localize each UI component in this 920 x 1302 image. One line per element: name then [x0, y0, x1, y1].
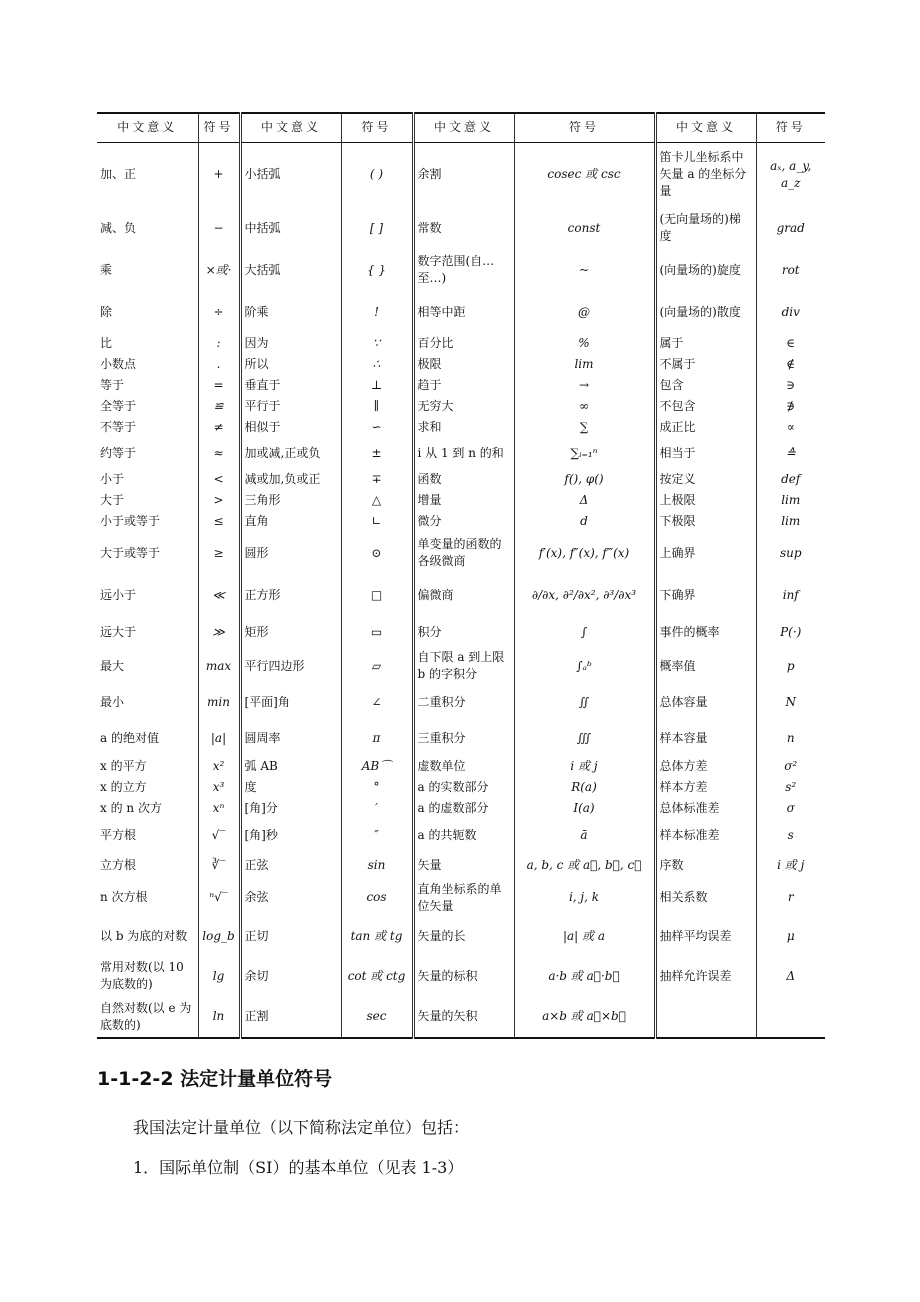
meaning-cell: 圆周率 — [240, 720, 341, 756]
symbol-cell: ∫ₐᵇ — [514, 648, 655, 684]
symbol-cell: % — [514, 333, 655, 354]
symbol-cell: ∽ — [341, 417, 413, 438]
symbol-cell: { } — [341, 249, 413, 291]
meaning-cell: 全等于 — [97, 396, 198, 417]
meaning-cell: 余割 — [413, 142, 514, 207]
meaning-cell: 三重积分 — [413, 720, 514, 756]
meaning-cell: 单变量的函数的各级微商 — [413, 532, 514, 574]
symbol-cell: ∓ — [341, 469, 413, 490]
symbol-cell: < — [198, 469, 240, 490]
table-body — [97, 142, 825, 1038]
table-row — [97, 851, 825, 879]
meaning-cell: 减、负 — [97, 207, 198, 249]
symbol-cell: lim — [781, 493, 801, 507]
table-row — [97, 396, 825, 417]
table-row — [97, 417, 825, 438]
meaning-cell: 弧 AB — [240, 756, 341, 777]
column-header-symbol: 符号 — [198, 113, 240, 142]
meaning-cell: 最大 — [97, 648, 198, 684]
meaning-cell: 积分 — [413, 616, 514, 648]
symbol-cell: i, j, k — [514, 879, 655, 916]
meaning-cell — [655, 996, 756, 1038]
meaning-cell: 概率值 — [655, 648, 756, 684]
meaning-cell: 事件的概率 — [655, 616, 756, 648]
meaning-cell: n 次方根 — [97, 879, 198, 916]
meaning-cell: a 的共轭数 — [413, 819, 514, 851]
symbol-cell: sup — [779, 545, 802, 560]
table-row — [97, 333, 825, 354]
symbol-cell: |a| 或 a — [514, 916, 655, 956]
symbol-cell: grad — [776, 220, 805, 235]
meaning-cell: 极限 — [413, 354, 514, 375]
symbol-cell: d — [514, 511, 655, 532]
symbol-cell: s² — [785, 780, 797, 794]
symbol-cell: ≙ — [785, 446, 796, 460]
symbol-cell: △ — [341, 490, 413, 511]
meaning-cell: 矩形 — [240, 616, 341, 648]
symbol-cell: lim — [514, 354, 655, 375]
symbol-cell: ∉ — [786, 357, 796, 371]
symbol-cell: lim — [781, 514, 801, 528]
meaning-cell: i 从 1 到 n 的和 — [413, 438, 514, 469]
meaning-cell: 平行于 — [240, 396, 341, 417]
meaning-cell: x 的 n 次方 — [97, 798, 198, 819]
symbol-cell: log_b — [198, 916, 240, 956]
symbol-cell: ×或· — [198, 249, 240, 291]
symbol-cell: ∌ — [786, 399, 796, 413]
symbol-cell: x³ — [198, 777, 240, 798]
symbol-cell: Δ — [786, 968, 796, 983]
column-header-meaning: 中文意义 — [97, 113, 198, 142]
symbol-cell: ( ) — [341, 142, 413, 207]
table-row — [97, 798, 825, 819]
table-row — [97, 532, 825, 574]
meaning-cell: 样本方差 — [655, 777, 756, 798]
symbol-cell: cot 或 ctg — [341, 956, 413, 996]
table-row — [97, 375, 825, 396]
meaning-cell: 减或加,负或正 — [240, 469, 341, 490]
symbol-cell: ! — [341, 291, 413, 333]
meaning-cell: 正弦 — [240, 851, 341, 879]
table-row — [97, 956, 825, 996]
meaning-cell: 乘 — [97, 249, 198, 291]
meaning-cell: 笛卡儿坐标系中矢量 a 的坐标分量 — [655, 142, 756, 207]
meaning-cell: 小括弧 — [240, 142, 341, 207]
meaning-cell: 相关系数 — [655, 879, 756, 916]
symbol-cell: . — [198, 354, 240, 375]
symbol-cell: min — [198, 684, 240, 720]
column-header-meaning: 中文意义 — [655, 113, 756, 142]
table-row — [97, 916, 825, 956]
meaning-cell: (向量场的)散度 — [655, 291, 756, 333]
table-row — [97, 438, 825, 469]
meaning-cell: x 的平方 — [97, 756, 198, 777]
meaning-cell: 总体标准差 — [655, 798, 756, 819]
table-row — [97, 249, 825, 291]
meaning-cell: 常数 — [413, 207, 514, 249]
symbol-cell: ā — [514, 819, 655, 851]
symbol-cell: ∞ — [514, 396, 655, 417]
meaning-cell: 三角形 — [240, 490, 341, 511]
meaning-cell: 直角坐标系的单位矢量 — [413, 879, 514, 916]
section-heading: 1-1-2-2 法定计量单位符号 — [97, 1068, 333, 1090]
symbol-cell: √‾ — [198, 819, 240, 851]
meaning-cell: 下极限 — [655, 511, 756, 532]
meaning-cell: (无向量场的)梯度 — [655, 207, 756, 249]
meaning-cell: 以 b 为底的对数 — [97, 916, 198, 956]
meaning-cell: 抽样允许误差 — [655, 956, 756, 996]
meaning-cell: 样本容量 — [655, 720, 756, 756]
meaning-cell: 大于 — [97, 490, 198, 511]
symbol-cell: ′ — [341, 798, 413, 819]
table-row — [97, 684, 825, 720]
column-header-symbol: 符号 — [514, 113, 655, 142]
symbol-cell: ▱ — [341, 648, 413, 684]
meaning-cell: 样本标准差 — [655, 819, 756, 851]
symbol-cell: ∑ — [514, 417, 655, 438]
meaning-cell: a 的实数部分 — [413, 777, 514, 798]
meaning-cell: 不属于 — [655, 354, 756, 375]
meaning-cell: 加或减,正或负 — [240, 438, 341, 469]
meaning-cell: 常用对数(以 10 为底数的) — [97, 956, 198, 996]
meaning-cell: 不等于 — [97, 417, 198, 438]
meaning-cell: 中括弧 — [240, 207, 341, 249]
intro-paragraph: 我国法定计量单位（以下简称法定单位）包括： — [133, 1118, 470, 1137]
symbol-cell: σ — [786, 801, 795, 815]
symbol-cell: ∟ — [341, 511, 413, 532]
symbol-cell: def — [781, 472, 801, 486]
symbol-cell: P(·) — [780, 624, 802, 639]
symbol-cell: ⊥ — [341, 375, 413, 396]
meaning-cell: 矢量 — [413, 851, 514, 879]
meaning-cell: 函数 — [413, 469, 514, 490]
symbol-cell: @ — [514, 291, 655, 333]
table-row — [97, 574, 825, 616]
meaning-cell: 比 — [97, 333, 198, 354]
table-row — [97, 720, 825, 756]
symbol-cell: x² — [198, 756, 240, 777]
table-row — [97, 777, 825, 798]
symbol-cell: p — [786, 658, 795, 673]
meaning-cell: 小于或等于 — [97, 511, 198, 532]
symbol-cell: ≪ — [198, 574, 240, 616]
symbol-cell: aₓ, a_y, a_z — [770, 158, 812, 190]
meaning-cell: 下确界 — [655, 574, 756, 616]
symbol-cell: [ ] — [341, 207, 413, 249]
meaning-cell: [角]分 — [240, 798, 341, 819]
symbol-cell: I(a) — [514, 798, 655, 819]
meaning-cell: 自然对数(以 e 为底数的) — [97, 996, 198, 1038]
symbol-cell: + — [198, 142, 240, 207]
column-header-meaning: 中文意义 — [413, 113, 514, 142]
symbol-cell: r — [787, 890, 794, 904]
symbol-cell: ∑ᵢ₌₁ⁿ — [514, 438, 655, 469]
symbol-cell: f′(x), f″(x), f‴(x) — [514, 532, 655, 574]
meaning-cell: 所以 — [240, 354, 341, 375]
symbol-cell: ° — [341, 777, 413, 798]
symbol-cell: const — [514, 207, 655, 249]
list-item-si-base-units: 1．国际单位制（SI）的基本单位（见表 1-3） — [133, 1158, 464, 1177]
meaning-cell: 平方根 — [97, 819, 198, 851]
column-header-symbol: 符号 — [775, 120, 806, 135]
symbol-cell: ∠ — [341, 684, 413, 720]
symbol-cell: ⁿ√‾ — [198, 879, 240, 916]
symbol-cell: ∋ — [786, 378, 796, 392]
meaning-cell: 属于 — [655, 333, 756, 354]
meaning-cell: 大于或等于 — [97, 532, 198, 574]
symbol-cell: n — [786, 730, 795, 745]
table-row — [97, 879, 825, 916]
table-row — [97, 756, 825, 777]
meaning-cell: 相似于 — [240, 417, 341, 438]
table-row — [97, 648, 825, 684]
table-row — [97, 354, 825, 375]
symbol-cell: i 或 j — [777, 857, 805, 872]
symbol-cell: ÷ — [198, 291, 240, 333]
meaning-cell: 垂直于 — [240, 375, 341, 396]
symbol-cell: div — [781, 304, 800, 319]
symbol-cell: lg — [198, 956, 240, 996]
meaning-cell: 正割 — [240, 996, 341, 1038]
meaning-cell: 趋于 — [413, 375, 514, 396]
table-row — [97, 616, 825, 648]
symbol-cell: ≌ — [198, 396, 240, 417]
symbol-cell: ≤ — [198, 511, 240, 532]
meaning-cell: 矢量的标积 — [413, 956, 514, 996]
table-row — [97, 469, 825, 490]
meaning-cell: 加、正 — [97, 142, 198, 207]
table-row — [97, 996, 825, 1038]
symbol-cell: ∥ — [341, 396, 413, 417]
symbol-cell: ⊙ — [341, 532, 413, 574]
symbol-cell: a·b 或 a⃗·b⃗ — [514, 956, 655, 996]
meaning-cell: a 的虚数部分 — [413, 798, 514, 819]
meaning-cell: 小数点 — [97, 354, 198, 375]
meaning-cell: (向量场的)旋度 — [655, 249, 756, 291]
symbol-cell: ∵ — [341, 333, 413, 354]
meaning-cell: 远小于 — [97, 574, 198, 616]
meaning-cell: 度 — [240, 777, 341, 798]
symbol-cell: cosec 或 csc — [514, 142, 655, 207]
meaning-cell: 成正比 — [655, 417, 756, 438]
symbol-cell: ∭ — [514, 720, 655, 756]
meaning-cell: 约等于 — [97, 438, 198, 469]
meaning-cell: [角]秒 — [240, 819, 341, 851]
symbol-cell: |a| — [198, 720, 240, 756]
symbol-cell: xⁿ — [198, 798, 240, 819]
meaning-cell: 求和 — [413, 417, 514, 438]
meaning-cell: 不包含 — [655, 396, 756, 417]
symbol-cell: ″ — [341, 819, 413, 851]
table-header-row — [97, 113, 825, 142]
symbol-cell: ∫ — [514, 616, 655, 648]
symbol-cell: ▭ — [341, 616, 413, 648]
symbol-cell: ~ — [514, 249, 655, 291]
meaning-cell: 增量 — [413, 490, 514, 511]
meaning-cell: 上确界 — [655, 532, 756, 574]
symbol-cell: □ — [341, 574, 413, 616]
symbol-cell — [756, 996, 825, 1038]
meaning-cell: 相等中距 — [413, 291, 514, 333]
meaning-cell: 总体容量 — [655, 684, 756, 720]
symbol-cell: AB⌒ — [341, 756, 413, 777]
symbol-cell: ≈ — [198, 438, 240, 469]
meaning-cell: 小于 — [97, 469, 198, 490]
table-row — [97, 207, 825, 249]
meaning-cell: 余切 — [240, 956, 341, 996]
meaning-cell: 正切 — [240, 916, 341, 956]
meaning-cell: 自下限 a 到上限 b 的字积分 — [413, 648, 514, 684]
meaning-cell: 直角 — [240, 511, 341, 532]
meaning-cell: 微分 — [413, 511, 514, 532]
symbol-cell: → — [514, 375, 655, 396]
symbol-cell: sin — [341, 851, 413, 879]
symbol-cell: cos — [341, 879, 413, 916]
meaning-cell: 偏微商 — [413, 574, 514, 616]
symbol-cell: ∬ — [514, 684, 655, 720]
symbol-cell: ∈ — [786, 336, 796, 350]
symbol-cell: ∛‾ — [198, 851, 240, 879]
meaning-cell: a 的绝对值 — [97, 720, 198, 756]
meaning-cell: 上极限 — [655, 490, 756, 511]
symbol-cell: ∴ — [341, 354, 413, 375]
symbol-cell: π — [341, 720, 413, 756]
meaning-cell: x 的立方 — [97, 777, 198, 798]
table-row — [97, 511, 825, 532]
symbol-cell: ≫ — [198, 616, 240, 648]
symbol-cell: s — [787, 827, 794, 842]
symbol-cell: R(a) — [514, 777, 655, 798]
meaning-cell: 因为 — [240, 333, 341, 354]
meaning-cell: 阶乘 — [240, 291, 341, 333]
meaning-cell: 数字范围(自…至…) — [413, 249, 514, 291]
meaning-cell: 矢量的矢积 — [413, 996, 514, 1038]
meaning-cell: 序数 — [655, 851, 756, 879]
symbol-cell: sec — [341, 996, 413, 1038]
symbol-cell: rot — [781, 262, 800, 277]
table-row — [97, 490, 825, 511]
symbol-cell: a×b 或 a⃗×b⃗ — [514, 996, 655, 1038]
column-header-symbol: 符号 — [341, 113, 413, 142]
symbol-cell: f(), φ() — [514, 469, 655, 490]
symbol-cell: max — [198, 648, 240, 684]
meaning-cell: 虚数单位 — [413, 756, 514, 777]
meaning-cell: 最小 — [97, 684, 198, 720]
symbol-cell: > — [198, 490, 240, 511]
meaning-cell: [平面]角 — [240, 684, 341, 720]
column-header-meaning: 中文意义 — [240, 113, 341, 142]
meaning-cell: 按定义 — [655, 469, 756, 490]
meaning-cell: 除 — [97, 291, 198, 333]
symbol-cell: ∂/∂x, ∂²/∂x², ∂³/∂x³ — [514, 574, 655, 616]
symbol-cell: ≥ — [198, 532, 240, 574]
symbol-cell: N — [785, 694, 796, 709]
symbol-cell: = — [198, 375, 240, 396]
symbol-cell: tan 或 tg — [341, 916, 413, 956]
meaning-cell: 相当于 — [655, 438, 756, 469]
symbol-cell: i 或 j — [514, 756, 655, 777]
symbol-cell: : — [198, 333, 240, 354]
meaning-cell: 矢量的长 — [413, 916, 514, 956]
meaning-cell: 圆形 — [240, 532, 341, 574]
meaning-cell: 二重积分 — [413, 684, 514, 720]
symbol-cell: μ — [786, 928, 795, 943]
table-row — [97, 291, 825, 333]
meaning-cell: 正方形 — [240, 574, 341, 616]
symbol-cell: inf — [782, 587, 799, 602]
meaning-cell: 等于 — [97, 375, 198, 396]
meaning-cell: 立方根 — [97, 851, 198, 879]
table-row — [97, 142, 825, 207]
symbol-cell: ∝ — [786, 420, 795, 434]
table-row — [97, 819, 825, 851]
meaning-cell: 余弦 — [240, 879, 341, 916]
meaning-cell: 百分比 — [413, 333, 514, 354]
symbol-cell: − — [198, 207, 240, 249]
math-symbols-table — [97, 112, 825, 1039]
symbol-cell: Δ — [514, 490, 655, 511]
meaning-cell: 包含 — [655, 375, 756, 396]
symbol-cell: ln — [198, 996, 240, 1038]
meaning-cell: 远大于 — [97, 616, 198, 648]
symbol-cell: σ² — [784, 759, 798, 773]
meaning-cell: 抽样平均误差 — [655, 916, 756, 956]
symbol-cell: ≠ — [198, 417, 240, 438]
symbol-cell: ± — [341, 438, 413, 469]
meaning-cell: 大括弧 — [240, 249, 341, 291]
symbol-cell: a, b, c 或 a⃗, b⃗, c⃗ — [514, 851, 655, 879]
meaning-cell: 无穷大 — [413, 396, 514, 417]
meaning-cell: 总体方差 — [655, 756, 756, 777]
meaning-cell: 平行四边形 — [240, 648, 341, 684]
